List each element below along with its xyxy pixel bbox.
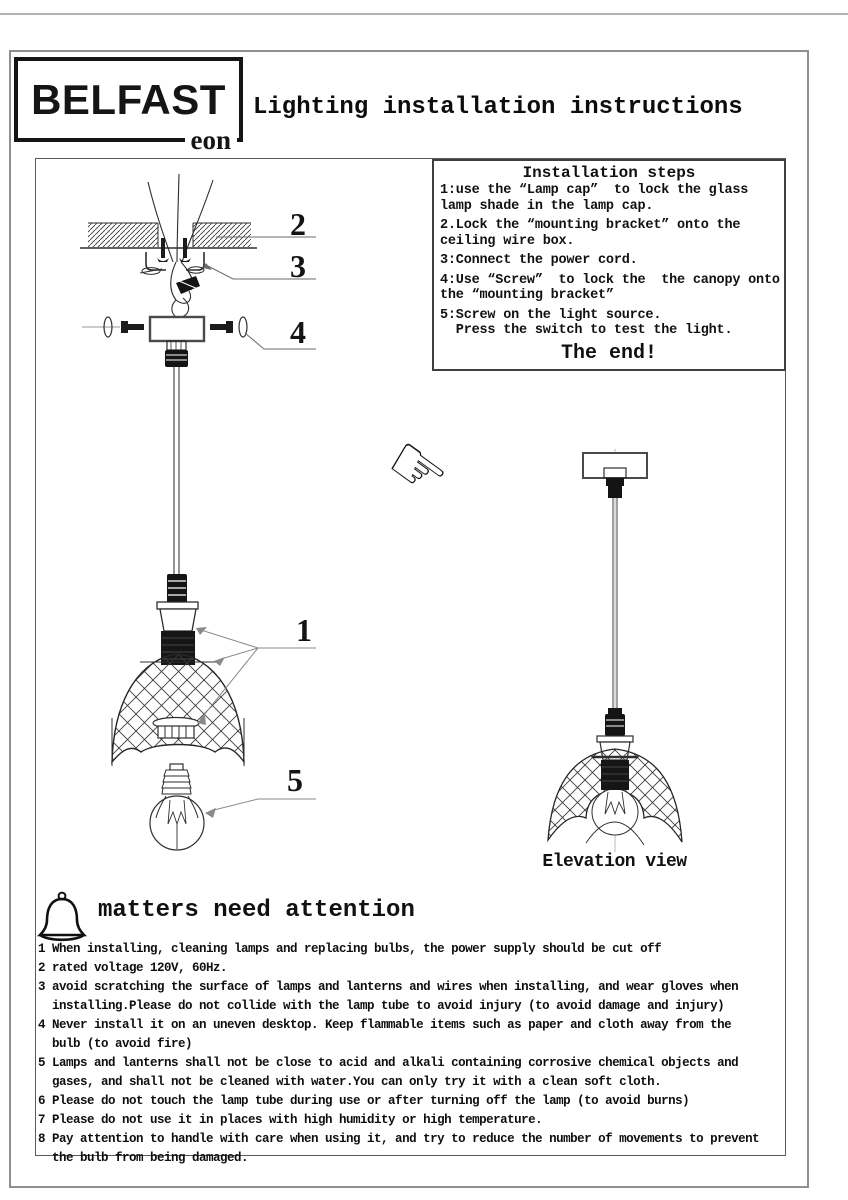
attention-line-8-cont: the bulb from being damaged. <box>52 1151 249 1165</box>
bell-icon <box>36 890 88 946</box>
installation-steps-panel <box>432 159 786 371</box>
canopy <box>150 317 204 367</box>
attention-line-4-cont: bulb (to avoid fire) <box>52 1037 193 1051</box>
attention-line-3-cont: installing.Please do not collide with the lamp tube to avoid injury (to avoid damage and injury) <box>52 999 725 1013</box>
canopy-screw-right <box>210 317 247 337</box>
attention-line-3: 3 avoid scratching the surface of lamps and lanterns and wires when installing, and wear gloves when <box>38 980 739 994</box>
step-5-line-2: Press the switch to test the light. <box>440 323 733 338</box>
ceiling-hatch <box>80 223 257 248</box>
step-4-line-1: 4:Use “Screw” to lock the the canopy onto <box>440 272 780 288</box>
canopy-screw-left <box>82 317 144 337</box>
step-2-line-1: 2.Lock the “mounting bracket” onto the <box>440 218 741 233</box>
attention-list <box>38 940 784 1168</box>
attention-line-5: 5 Lamps and lanterns shall not be close to acid and alkali containing corrosive chemical objects and <box>38 1056 739 1070</box>
step-5 <box>440 308 778 339</box>
ceiling-mount-diagram <box>60 165 360 595</box>
lamp-cap <box>157 602 198 631</box>
elev-canopy <box>583 453 647 498</box>
step-2-line-2: ceiling wire box. <box>440 233 575 249</box>
step-3-line-1: 3:Connect the power cord. <box>440 253 638 268</box>
installation-steps-title: Installation steps <box>522 164 696 182</box>
attention-line-7: 7 Please do not use it in places with high humidity or high temperature. <box>38 1113 543 1127</box>
page-top-rule <box>0 13 848 15</box>
label5-leader <box>205 799 316 818</box>
step-1-line-2: lamp shade in the lamp cap. <box>440 198 654 214</box>
cord-grip <box>167 574 187 604</box>
shade-collar <box>153 718 199 739</box>
attention-line-4: 4 Never install it on an uneven desktop. Keep flammable items such as paper and cloth away from the <box>38 1018 732 1032</box>
callout-2: 2 <box>290 206 306 242</box>
brand-logo-box <box>14 57 243 155</box>
attention-line-8: 8 Pay attention to handle with care when using it, and try to reduce the number of movements to prevent <box>38 1132 760 1146</box>
attention-heading: matters need attention <box>98 897 415 924</box>
pointing-hand-icon: ☞ <box>371 420 465 518</box>
step-2 <box>440 218 778 249</box>
elevation-diagram <box>540 445 690 855</box>
brand-subname: eon <box>185 126 238 154</box>
step-5-line-1: 5:Screw on the light source. <box>440 307 662 323</box>
step-4-line-2: the “mounting bracket” <box>440 288 614 303</box>
step-1-line-1: 1:use the “Lamp cap” to lock the glass <box>440 183 749 198</box>
step-1 <box>440 183 778 214</box>
callout-3: 3 <box>290 248 306 284</box>
step-3 <box>440 253 778 269</box>
steps-end-note: The end! <box>560 341 657 365</box>
callout-4: 4 <box>290 314 306 350</box>
elevation-caption: Elevation view <box>542 852 687 872</box>
attention-line-2: 2 rated voltage 120V, 60Hz. <box>38 961 228 975</box>
attention-line-5-cont: gases, and shall not be cleaned with water.You can only try it with a clean soft cloth. <box>52 1075 662 1089</box>
callout-5: 5 <box>287 762 303 798</box>
attention-line-1: 1 When installing, cleaning lamps and replacing bulbs, the power supply should be cut off <box>38 942 662 956</box>
step-4 <box>440 273 778 304</box>
pendant-lamp-diagram <box>100 558 330 870</box>
mesh-shade <box>112 654 244 766</box>
callout-1: 1 <box>296 612 312 648</box>
attention-line-6: 6 Please do not touch the lamp tube during use or after turning off the lamp (to avoid burns) <box>38 1094 690 1108</box>
page-title: Lighting installation instructions <box>253 94 743 121</box>
brand-name: BELFAST <box>31 76 226 123</box>
light-bulb <box>150 764 204 850</box>
